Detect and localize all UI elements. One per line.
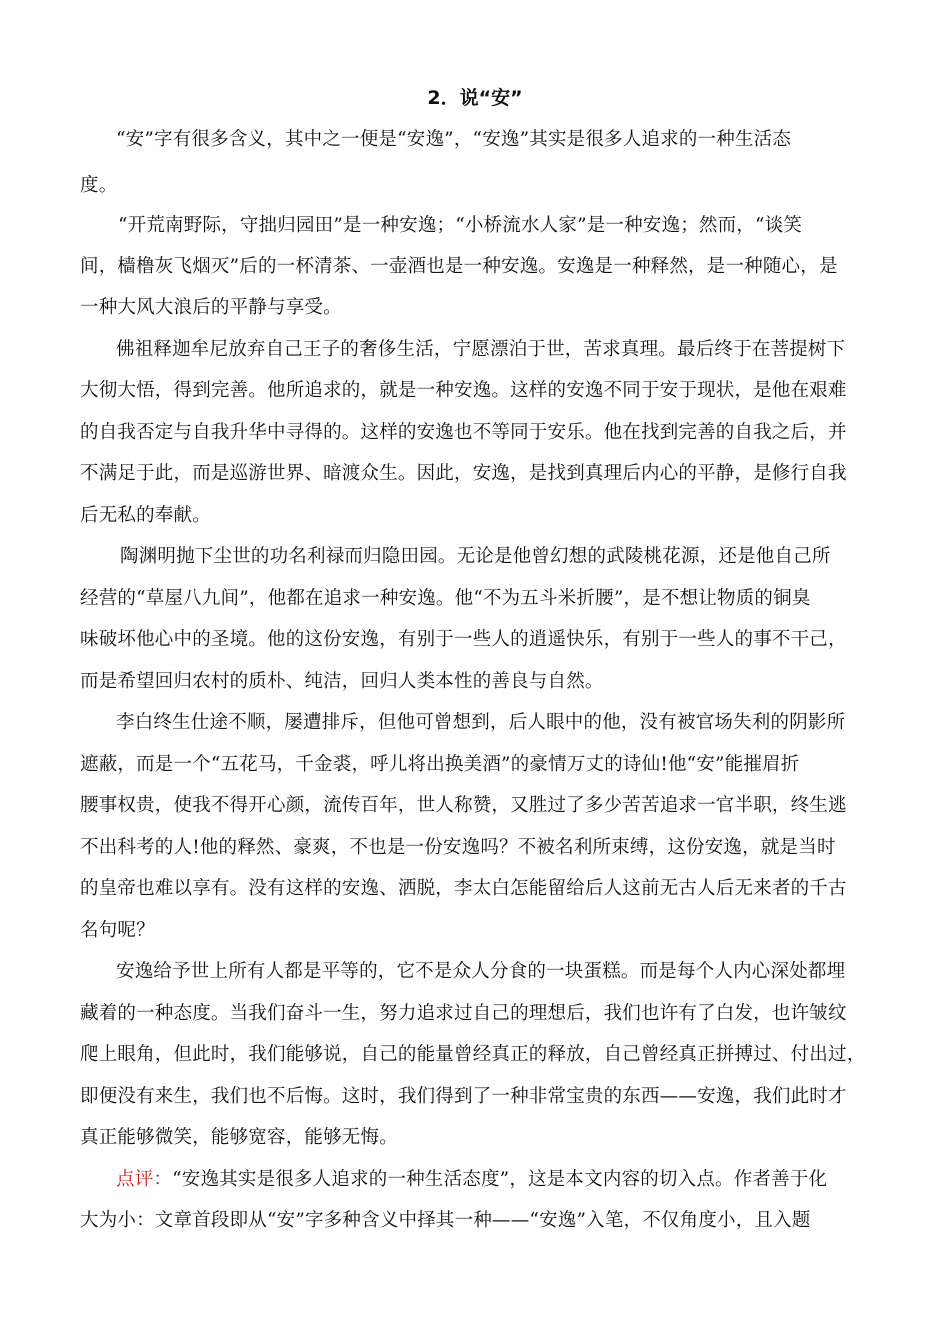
comment-text: “安逸其实是很多人追求的一种生活态度”，这是本文内容的切入点。作者善于化 (172, 1169, 828, 1190)
comment-line (116, 1168, 870, 1192)
text-line: 的自我否定与自我升华中寻得的。这样的安逸也不等同于安乐。他在找到完善的自我之后，并 (80, 422, 847, 443)
text-line: 名句呢？ (80, 920, 155, 941)
comment-label: 点评： (116, 1169, 173, 1190)
text-line: 间，樯橹灰飞烟灭”后的一杯清茶、一壶酒也是一种安逸。安逸是一种释然，是一种随心，是 (80, 256, 838, 277)
text-line: 的皇帝也难以享有。没有这样的安逸、洒脱，李太白怎能留给后人这前无古人后无来者的千古 (80, 878, 847, 899)
text-line: 遮蔽，而是一个“五花马，千金裘，呼儿将出换美酒”的豪情万丈的诗仙!他“安”能摧眉折 (80, 754, 800, 775)
text-line: 安逸给予世上所有人都是平等的，它不是众人分食的一块蛋糕。而是每个人内心深处都埋 (116, 961, 846, 982)
text-line: 不出科考的人!他的释然、豪爽，不也是一份安逸吗？不被名利所束缚，这份安逸，就是当时 (80, 837, 836, 858)
text-line: 真正能够微笑，能够宽容，能够无悔。 (80, 1127, 398, 1148)
text-line: 李白终生仕途不顺，屡遭排斥，但他可曾想到，后人眼中的他，没有被官场失利的阴影所 (116, 712, 846, 733)
page-title: 2．说“安” (427, 87, 523, 109)
text-line: 度。 (80, 175, 118, 196)
text-line: 佛祖释迦牟尼放弃自己王子的奢侈生活，宁愿漂泊于世，苦求真理。最后终于在菩提树下 (116, 339, 846, 360)
text-line: 而是希望回归农村的质朴、纯洁，回归人类本性的善良与自然。 (80, 671, 604, 692)
text-line: 经营的“草屋八九间”，他都在追求一种安逸。他“不为五斗米折腰”，是不想让物质的铜臭 (80, 588, 811, 609)
text-line: 大为小：文章首段即从“安”字多种含义中择其一种——“安逸”入笔，不仅角度小，且入题 (80, 1210, 811, 1231)
text-line: 藏着的一种态度。当我们奋斗一生，努力追求过自己的理想后，我们也许有了白发，也许皱纹 (80, 1003, 847, 1024)
text-line: 陶渊明抛下尘世的功名利禄而归隐田园。无论是他曾幻想的武陵桃花源，还是他自己所 (120, 546, 831, 567)
text-line: 味破坏他心中的圣境。他的这份安逸，有别于一些人的逍遥快乐，有别于一些人的事不干己， (80, 629, 847, 650)
text-line: 不满足于此，而是巡游世界、暗渡众生。因此，安逸，是找到真理后内心的平静，是修行自我 (80, 463, 847, 484)
text-line: 即便没有来生，我们也不后悔。这时，我们得到了一种非常宝贵的东西——安逸，我们此时才 (80, 1086, 847, 1107)
text-line: 后无私的奉献。 (80, 505, 211, 526)
text-line: “安”字有很多含义，其中之一便是“安逸”，“安逸”其实是很多人追求的一种生活态 (116, 129, 792, 150)
text-line: 腰事权贵，使我不得开心颜，流传百年，世人称赞，又胜过了多少苦苦追求一官半职，终生逃 (80, 795, 847, 816)
text-line: 大彻大悟，得到完善。他所追求的，就是一种安逸。这样的安逸不同于安于现状，是他在艰难 (80, 380, 847, 401)
text-line: 爬上眼角，但此时，我们能够说，自己的能量曾经真正的释放，自己曾经真正拼搏过、付出过， (80, 1044, 866, 1065)
text-line: 一种大风大浪后的平静与享受。 (80, 297, 342, 318)
text-line: “开荒南野际，守拙归园田”是一种安逸；“小桥流水人家”是一种安逸；然而，“谈笑 (118, 215, 803, 236)
